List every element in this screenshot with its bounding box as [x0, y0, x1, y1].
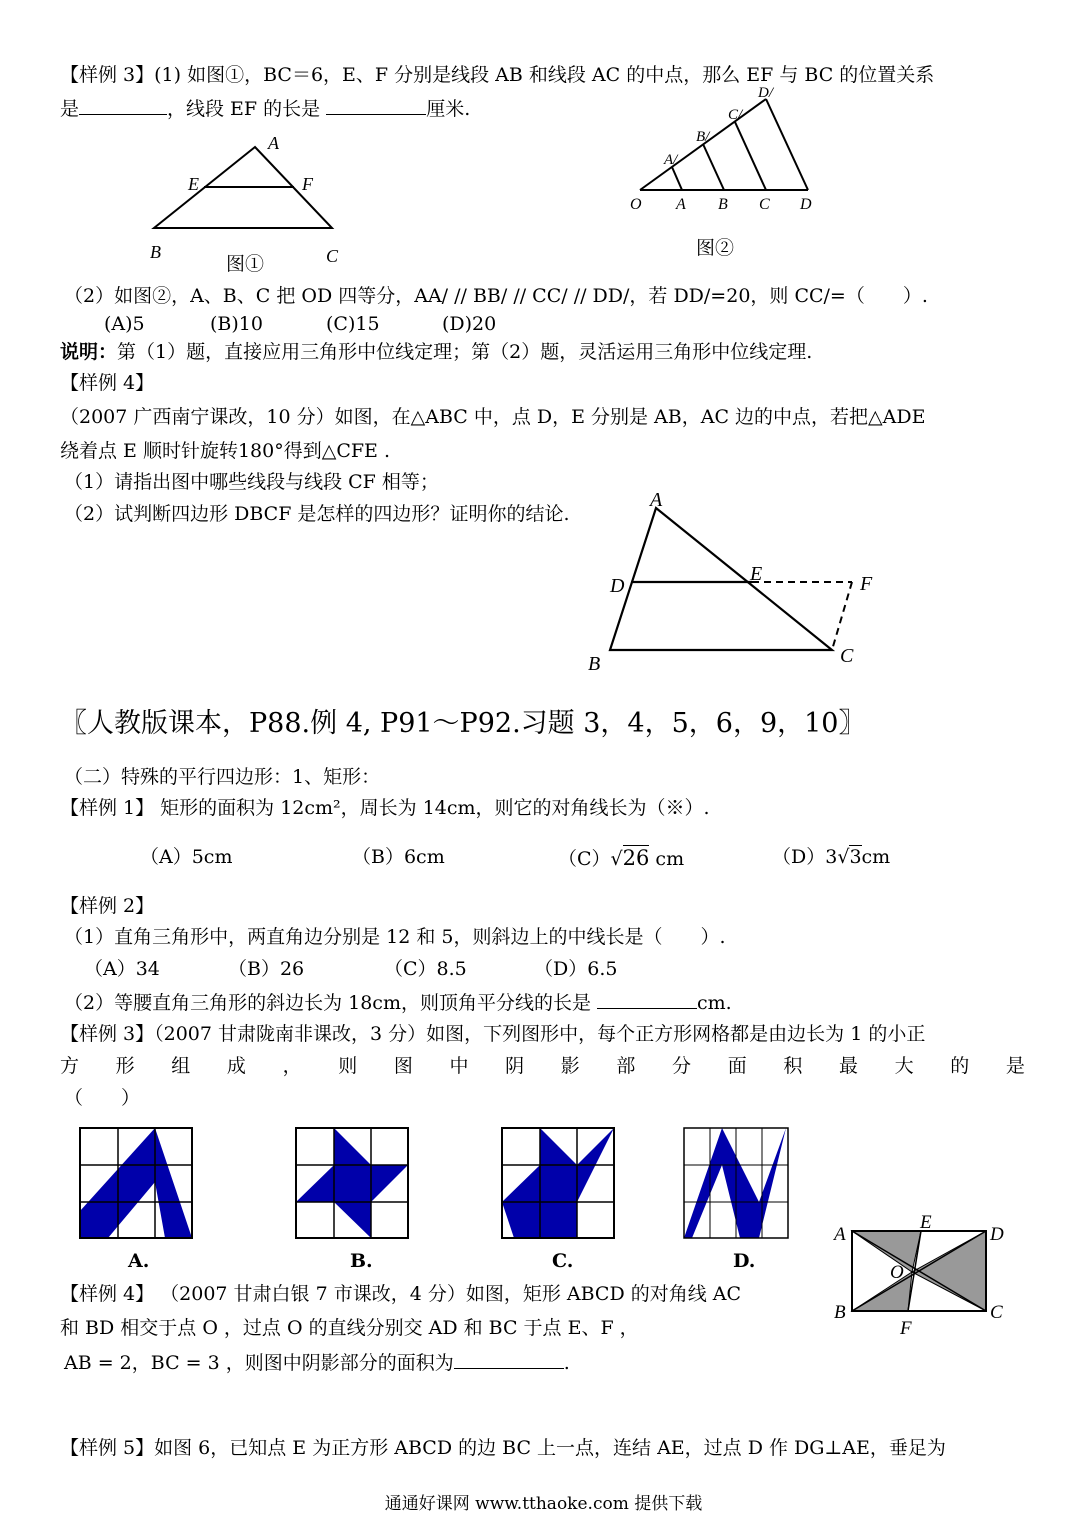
- r4-line2: 和 BD 相交于点 O ，过点 O 的直线分别交 AD 和 BC 于点 E、F ，: [60, 1317, 639, 1339]
- r2-option-d: （D）6.5: [534, 958, 618, 980]
- shaded-region-c: [502, 1128, 614, 1238]
- label-a2: A: [676, 196, 686, 213]
- ex3-part1: (1) 如图①，BC＝6，E、F 分别是线段 AB 和线段 AC 的中点，那么 EF 与 BC 的位置关系: [154, 64, 935, 86]
- r3-line2-char: 成: [226, 1055, 246, 1077]
- label-d3: D: [610, 575, 625, 597]
- segment-dd-prime: [766, 99, 808, 190]
- ex3-text-shi: 是: [60, 98, 80, 120]
- label-a: A: [268, 133, 279, 153]
- label-d4: D: [990, 1224, 1004, 1245]
- ex3-options: [104, 313, 496, 336]
- ex3-line2: [60, 96, 470, 121]
- shaded-region-b: [296, 1128, 408, 1238]
- r3-line1: 【样例 3】（2007 甘肃陇南非课改，3 分）如图，下列图形中，每个正方形网格都是由边长为 1 的小正: [60, 1023, 926, 1045]
- grid-caption-b: B.: [350, 1250, 373, 1272]
- r3-line2-char: 影: [560, 1055, 580, 1077]
- grid-figure-a: [78, 1126, 196, 1242]
- ex3-part2: （2）如图②，A、B、C 把 OD 四等分，AA/ // BB/ // CC/ // DD/，若 DD/=20，则 CC/=（ ）.: [64, 285, 928, 307]
- answer-blank-length[interactable]: [326, 96, 426, 115]
- label-b: B: [150, 242, 161, 262]
- r2-question-2-unit: cm.: [697, 992, 732, 1014]
- grid-figure-b: [294, 1126, 412, 1242]
- label-f: F: [302, 174, 313, 194]
- segment-bb-prime: [703, 144, 724, 190]
- figure-3-rotation: [580, 488, 890, 678]
- label-c-prime: C/: [728, 107, 743, 123]
- r3-line2-char: 大: [894, 1055, 914, 1077]
- label-b-prime: B/: [696, 129, 710, 145]
- r1-label: 【样例 1】: [60, 797, 155, 819]
- r3-line2-char: 积: [783, 1055, 803, 1077]
- answer-blank-relation[interactable]: [79, 96, 167, 115]
- label-a-prime: A/: [664, 152, 678, 168]
- ex3-option-c: (C)15: [326, 313, 380, 335]
- r2-option-c: （C）8.5: [384, 958, 467, 980]
- label-b3: B: [588, 653, 601, 675]
- figure-2-caption: 图②: [696, 238, 735, 259]
- grid-caption-c: C.: [552, 1250, 574, 1272]
- r1-option-a: （A）5cm: [140, 846, 233, 868]
- ex3-text-length: ，线段 EF 的长是: [167, 98, 321, 120]
- label-c4: C: [990, 1302, 1003, 1323]
- r3-line2-char: ，: [282, 1055, 302, 1077]
- label-c: C: [326, 246, 339, 266]
- ex3-label: 【样例 3】: [60, 64, 155, 86]
- label-e4: E: [920, 1212, 932, 1233]
- triangle-abc-3: [610, 508, 832, 650]
- answer-blank-area[interactable]: [454, 1350, 564, 1369]
- segment-fc-dashed: [832, 582, 852, 650]
- page-footer: 通通好课网 www.tthaoke.com 提供下载: [384, 1494, 703, 1514]
- segment-aa-prime: [672, 167, 682, 190]
- r2-options: [84, 958, 617, 981]
- label-d2: D: [800, 196, 812, 213]
- figure-2-quartering: [620, 82, 830, 267]
- grid-caption-d: D.: [733, 1250, 756, 1272]
- label-d-prime: D/: [758, 85, 773, 101]
- r2-question-2-text: （2）等腰直角三角形的斜边长为 18cm，则顶角平分线的长是: [64, 992, 591, 1014]
- section-title: （二）特殊的平行四边形：1、矩形：: [64, 766, 381, 788]
- r3-line2-char: 面: [727, 1055, 747, 1077]
- label-f4: F: [900, 1318, 912, 1339]
- ex4-question-1: （1）请指出图中哪些线段与线段 CF 相等；: [64, 471, 439, 493]
- r1-option-d-unit: cm: [861, 846, 891, 868]
- ex3-option-b: (B)10: [210, 313, 263, 335]
- label-c2: C: [759, 196, 770, 213]
- sqrt-icon: √: [837, 846, 850, 868]
- ex3-option-a: (A)5: [104, 313, 145, 335]
- shaded-region-a: [80, 1128, 192, 1238]
- r3-line2-char: 阴: [505, 1055, 525, 1077]
- ex4-line1: （2007 广西南宁课改，10 分）如图，在△ABC 中，点 D，E 分别是 AB，AC 边的中点，若把△ADE: [60, 406, 926, 428]
- note-text: 第（1）题，直接应用三角形中位线定理；第（2）题，灵活运用三角形中位线定理.: [117, 341, 813, 363]
- r4-line3: [64, 1350, 570, 1375]
- r3-line2-char: 最: [838, 1055, 858, 1077]
- r3-line2-char: 的: [950, 1055, 970, 1077]
- r2-option-a: （A）34: [84, 958, 160, 980]
- figure-1-triangle: [140, 130, 360, 275]
- segment-cc-prime: [735, 122, 766, 190]
- r1-option-c-radicand: 26: [622, 846, 650, 870]
- label-b2: B: [718, 196, 728, 213]
- sqrt-icon: √: [610, 848, 623, 870]
- answer-blank-bisector[interactable]: [597, 990, 697, 1009]
- label-a3: A: [650, 489, 663, 511]
- r3-line2: [60, 1055, 1025, 1078]
- r3-line2-char: 图: [393, 1055, 413, 1077]
- r1-option-c-unit: cm: [649, 848, 685, 870]
- r2-question-2: [64, 990, 732, 1015]
- r3-line3: （ ）: [64, 1087, 141, 1109]
- grid-figure-d: [682, 1126, 792, 1242]
- r3-line2-char: 部: [616, 1055, 636, 1077]
- r3-line2-char: 分: [672, 1055, 692, 1077]
- ex4-question-2: （2）试判断四边形 DBCF 是怎样的四边形？证明你的结论.: [64, 503, 570, 525]
- label-o4: O: [890, 1262, 904, 1283]
- grid-figure-c: [500, 1126, 618, 1242]
- r1-question: [60, 797, 710, 820]
- label-a4: A: [834, 1224, 846, 1245]
- r4-line3-text: AB = 2，BC = 3 ，则图中阴影部分的面积为: [64, 1352, 454, 1374]
- label-f3: F: [860, 573, 873, 595]
- r1-option-b: （B）6cm: [352, 846, 445, 868]
- r3-line2-char: 则: [338, 1055, 358, 1077]
- r5-text: 【样例 5】如图 6，已知点 E 为正方形 ABCD 的边 BC 上一点，连结 AE，过点 D 作 DG⊥AE，垂足为: [60, 1437, 946, 1459]
- label-c3: C: [840, 645, 854, 667]
- label-o: O: [630, 196, 642, 213]
- r2-option-b: （B）26: [228, 958, 305, 980]
- label-b4: B: [834, 1302, 846, 1323]
- r3-line2-char: 是: [1005, 1055, 1025, 1077]
- r1-option-d-radicand: 3: [849, 846, 862, 868]
- r4-line3-end: .: [563, 1352, 570, 1374]
- ex3-text-unit: 厘米.: [426, 98, 471, 120]
- ex4-label: 【样例 4】: [60, 372, 155, 394]
- ex3-option-d: (D)20: [442, 313, 497, 335]
- r1-text: 矩形的面积为 12cm²，周长为 14cm，则它的对角线长为（※）.: [154, 797, 710, 819]
- r1-option-c: [558, 846, 684, 871]
- r2-question-1: （1）直角三角形中，两直角边分别是 12 和 5，则斜边上的中线长是（ ）.: [64, 926, 726, 948]
- r3-line2-char: 中: [449, 1055, 469, 1077]
- label-e: E: [188, 174, 199, 194]
- r3-line2-char: 形: [115, 1055, 135, 1077]
- r2-label: 【样例 2】: [60, 895, 155, 917]
- figure-4-rectangle: [832, 1210, 1032, 1350]
- r3-line2-char: 组: [171, 1055, 191, 1077]
- label-e3: E: [750, 563, 763, 585]
- r1-option-d-letter: （D）3: [772, 846, 838, 868]
- note-label: 说明：: [60, 341, 118, 363]
- shaded-region-d: [684, 1128, 786, 1238]
- ex4-line2: 绕着点 E 顺时针旋转180°得到△CFE .: [60, 440, 390, 462]
- r1-option-d: [772, 846, 890, 869]
- note: [60, 341, 812, 364]
- r1-option-c-letter: （C）: [558, 848, 611, 870]
- textbook-reference-heading: 〖人教版课本，P88.例 4, P91～P92.习题 3，4，5，6，9，10〗: [60, 708, 866, 739]
- figure-1-caption: 图①: [226, 254, 265, 275]
- r3-line2-char: 方: [60, 1055, 80, 1077]
- grid-caption-a: A.: [128, 1250, 150, 1272]
- shade-doc: [912, 1231, 986, 1311]
- r4-line1: 【样例 4】 （2007 甘肃白银 7 市课改，4 分）如图，矩形 ABCD 的对角线 AC: [60, 1283, 742, 1305]
